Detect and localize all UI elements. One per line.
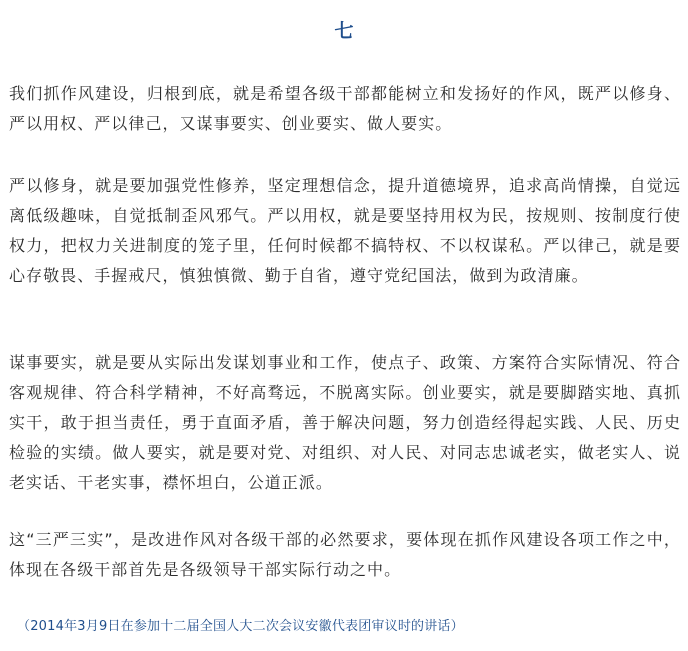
section-number: 七 bbox=[334, 20, 354, 42]
paragraph-4: 这“三严三实”，是改进作风对各级干部的必然要求，要体现在抓作风建设各项工作之中，体现在各级干部首先是各级领导干部实际行动之中。 bbox=[9, 530, 681, 579]
paragraph-3: 谋事要实，就是要从实际出发谋划事业和工作，使点子、政策、方案符合实际情况、符合客观规律、符合科学精神，不好高骛远，不脱离实际。创业要实，就是要脚踏实地、真抓实干，敢于担当责任，勇于直面矛盾，善于解决问题，努力创造经得起实践、人民、历史检验的实绩。做人要实，就是要对党、对组织、对人民、对同志忠诚老实，做老实人、说老实话、干老实事，襟怀坦白，公道正派。 bbox=[9, 353, 681, 492]
source-citation: （2014年3月9日在参加十二届全国人大二次会议安徽代表团审议时的讲话） bbox=[17, 619, 464, 634]
paragraph-2: 严以修身，就是要加强党性修养，坚定理想信念，提升道德境界，追求高尚情操，自觉远离低级趣味，自觉抵制歪风邪气。严以用权，就是要坚持用权为民，按规则、按制度行使权力，把权力关进制度的笼子里，任何时候都不搞特权、不以权谋私。严以律己，就是要心存敬畏、手握戒尺，慎独慎微、勤于自省，遵守党纪国法，做到为政清廉。 bbox=[9, 176, 681, 285]
paragraph-1: 我们抓作风建设，归根到底，就是希望各级干部都能树立和发扬好的作风，既严以修身、严以用权、严以律己，又谋事要实、创业要实、做人要实。 bbox=[9, 84, 681, 133]
